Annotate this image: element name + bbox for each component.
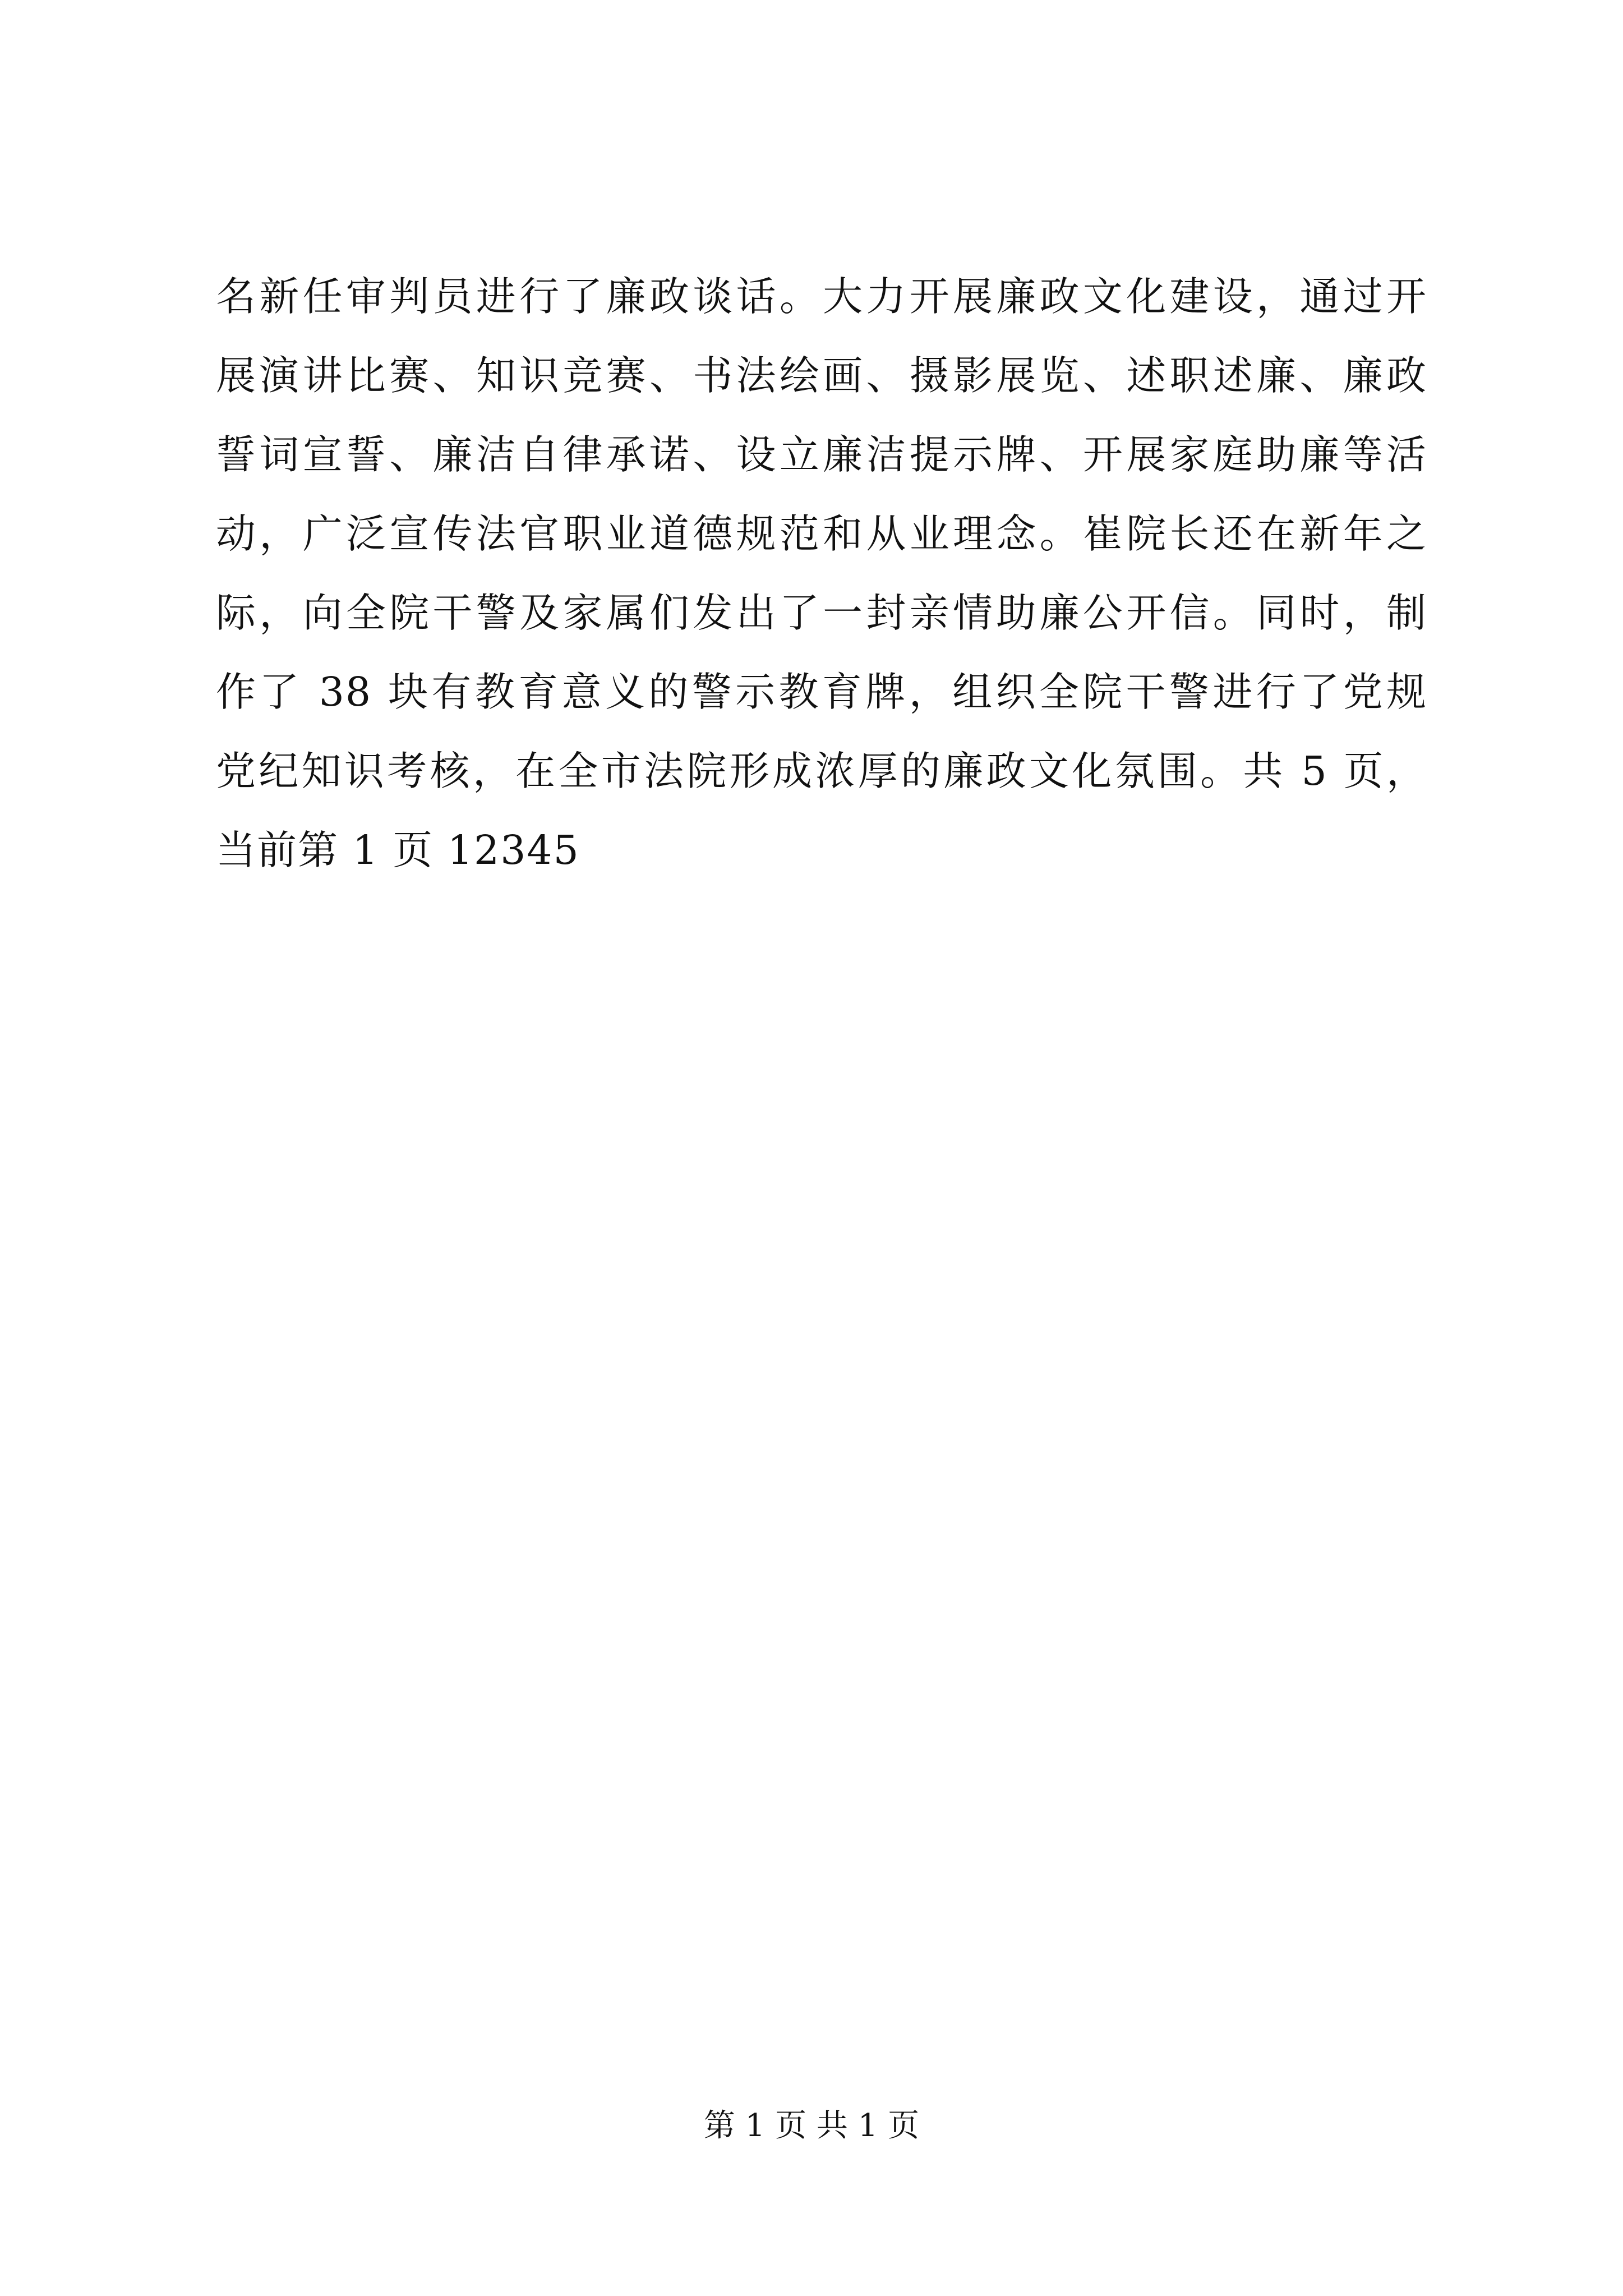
text-line-7: 党纪知识考核，在全市法院形成浓厚的廉政文化氛围。共 5 页， — [216, 748, 1427, 794]
text-line-2: 展演讲比赛、知识竞赛、书法绘画、摄影展览、述职述廉、廉政 — [216, 352, 1427, 399]
text-line-1: 名新任审判员进行了廉政谈话。大力开展廉政文化建设，通过开 — [216, 273, 1427, 320]
page-number-label: 第 1 页 共 1 页 — [703, 2108, 920, 2144]
text-line-3: 誓词宣誓、廉洁自律承诺、设立廉洁提示牌、开展家庭助廉等活 — [216, 431, 1427, 478]
text-line-4: 动，广泛宣传法官职业道德规范和从业理念。崔院长还在新年之 — [216, 510, 1427, 557]
page-footer — [0, 2104, 1623, 2148]
text-line-8: 当前第 1 页 12345 — [216, 827, 580, 873]
body-paragraph — [216, 257, 1427, 890]
text-line-5: 际，向全院干警及家属们发出了一封亲情助廉公开信。同时，制 — [216, 590, 1427, 636]
text-line-6: 作了 38 块有教育意义的警示教育牌，组织全院干警进行了党规 — [216, 669, 1427, 715]
